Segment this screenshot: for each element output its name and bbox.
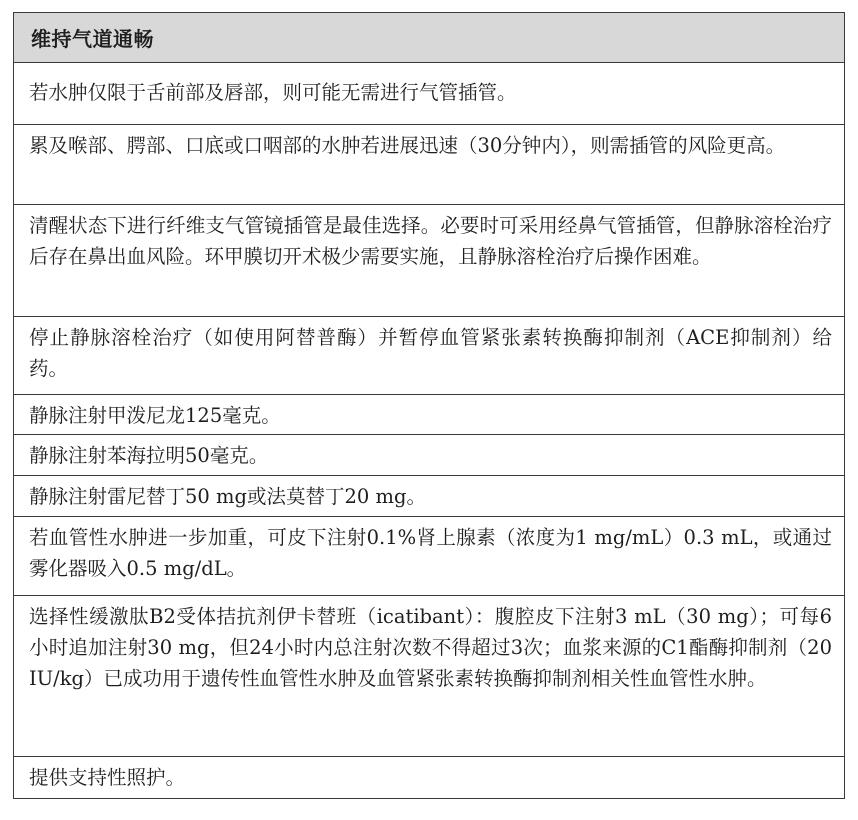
table-row: 停止静脉溶栓治疗（如使用阿替普酶）并暂停血管紧张素转换酶抑制剂（ACE抑制剂）给药。 <box>14 317 844 395</box>
table-row: 若水肿仅限于舌前部及唇部，则可能无需进行气管插管。 <box>14 63 844 125</box>
table-row: 选择性缓激肽B2受体拮抗剂伊卡替班（icatibant）：腹腔皮下注射3 mL（30 mg）；可每6小时追加注射30 mg，但24小时内总注射次数不得超过3次；血浆来源的C1酯酶抑制剂（20 IU/kg）已成功用于遗传性血管性水肿及血管紧张素转换酶抑制剂相关性血管性水肿。 <box>14 596 844 757</box>
airway-management-table <box>13 12 845 799</box>
table-row: 静脉注射苯海拉明50毫克。 <box>14 435 844 476</box>
table-row: 清醒状态下进行纤维支气管镜插管是最佳选择。必要时可采用经鼻气管插管，但静脉溶栓治疗后存在鼻出血风险。环甲膜切开术极少需要实施，且静脉溶栓治疗后操作困难。 <box>14 205 844 317</box>
table-row: 若血管性水肿进一步加重，可皮下注射0.1%肾上腺素（浓度为1 mg/mL）0.3 mL，或通过雾化器吸入0.5 mg/dL。 <box>14 517 844 596</box>
table-row: 提供支持性照护。 <box>29 766 186 789</box>
table-row: 静脉注射雷尼替丁50 mg或法莫替丁20 mg。 <box>14 476 844 517</box>
table-row: 静脉注射甲泼尼龙125毫克。 <box>14 395 844 435</box>
table-header: 维持气道通畅 <box>14 13 844 63</box>
table-row: 累及喉部、腭部、口底或口咽部的水肿若进展迅速（30分钟内），则需插管的风险更高。 <box>14 125 844 205</box>
